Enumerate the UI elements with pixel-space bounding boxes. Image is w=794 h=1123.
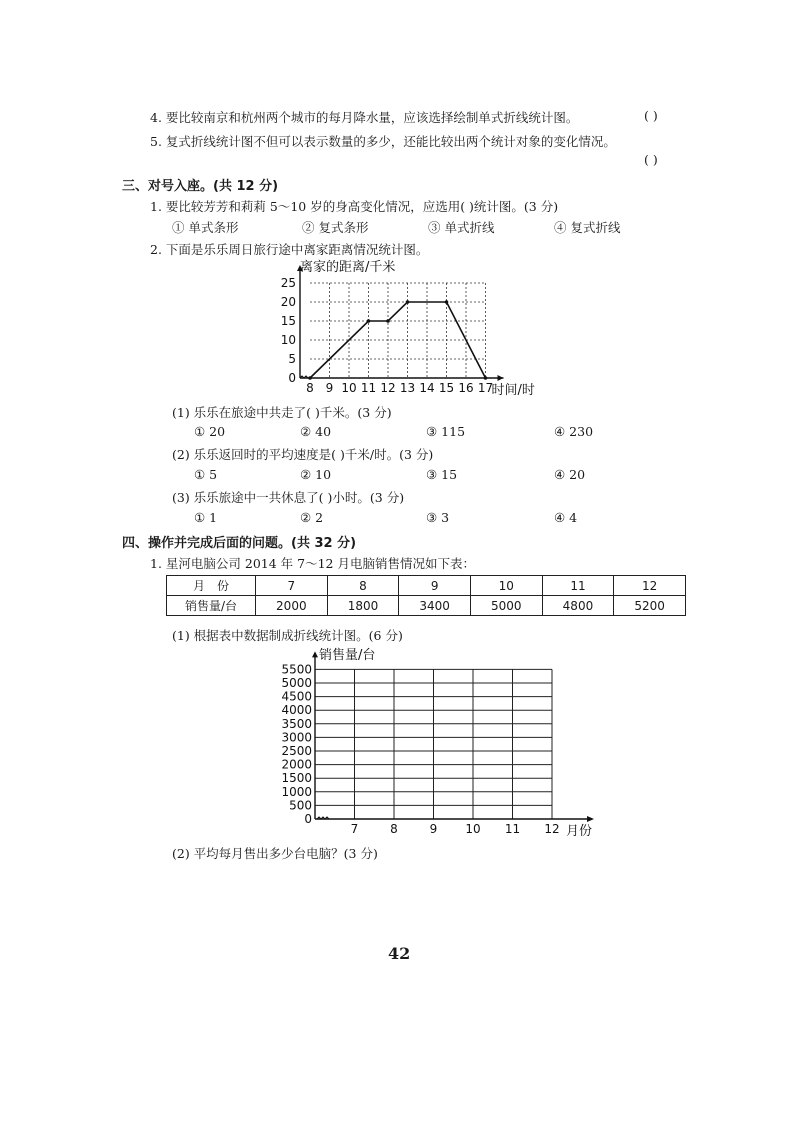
- data-point: [308, 376, 312, 380]
- x-tick-label: 16: [458, 381, 474, 395]
- option-3-2-3-a[interactable]: ① 1: [194, 510, 218, 525]
- section-3-title: 三、对号入座。(共 12 分): [122, 179, 279, 194]
- y-tick-label: 5500: [281, 662, 312, 677]
- question-3-2-2: (2) 乐乐返回时的平均速度是( )千米/时。(3 分): [172, 447, 434, 462]
- x-tick-label: 17: [477, 381, 494, 395]
- option-3-1-d[interactable]: ④ 复式折线: [554, 220, 621, 235]
- sales-cell: 3400: [399, 596, 471, 616]
- option-3-2-1-d[interactable]: ④ 230: [554, 424, 594, 439]
- table-row: [167, 576, 686, 596]
- option-3-1-c[interactable]: ③ 单式折线: [428, 220, 495, 235]
- option-3-1-b[interactable]: ② 复式条形: [302, 220, 369, 235]
- y-tick-label: 2000: [281, 757, 312, 772]
- x-axis-label: 月份: [566, 824, 593, 839]
- option-3-2-3-d[interactable]: ④ 4: [554, 510, 578, 525]
- option-3-1-a[interactable]: ① 单式条形: [172, 220, 239, 235]
- y-tick-label: 0: [304, 812, 312, 826]
- x-tick-label: 14: [419, 381, 435, 395]
- x-tick-label: 9: [325, 381, 334, 395]
- question-3-1: 1. 要比较芳芳和莉莉 5～10 岁的身高变化情况，应选用( )统计图。(3 分): [150, 199, 559, 214]
- x-tick-label: 12: [544, 822, 560, 836]
- data-point: [484, 376, 488, 380]
- x-tick-label: 13: [399, 381, 416, 395]
- x-tick-label: 8: [306, 381, 314, 395]
- y-tick-label: 4500: [281, 689, 312, 704]
- row-header-month: 月 份: [167, 576, 256, 596]
- y-tick-label: 25: [280, 276, 296, 290]
- option-3-2-1-a[interactable]: ① 20: [194, 424, 226, 439]
- month-cell: 10: [470, 576, 542, 596]
- distance-time-chart: [270, 255, 600, 400]
- y-tick-label: 1000: [281, 784, 312, 799]
- x-tick-label: 7: [350, 822, 359, 836]
- question-3-2-3: (3) 乐乐旅途中一共休息了( )小时。(3 分): [172, 490, 405, 505]
- option-3-2-2-a[interactable]: ① 5: [194, 467, 218, 482]
- sales-cell: 4800: [542, 596, 614, 616]
- option-3-2-3-c[interactable]: ③ 3: [426, 510, 450, 525]
- question-2-5: 5. 复式折线统计图不但可以表示数量的多少，还能比较出两个统计对象的变化情况。: [150, 134, 616, 149]
- y-axis-arrow: [312, 651, 318, 657]
- y-tick-label: 3500: [281, 716, 312, 731]
- sales-line-chart-grid[interactable]: [270, 642, 610, 842]
- row-header-sales: 销售量/台: [167, 596, 256, 616]
- option-3-2-2-b[interactable]: ② 10: [300, 467, 332, 482]
- sales-cell: 5000: [470, 596, 542, 616]
- data-point: [406, 300, 410, 304]
- question-3-2: 2. 下面是乐乐周日旅行途中离家距离情况统计图。: [150, 242, 429, 257]
- y-tick-label: 5000: [281, 676, 312, 690]
- section-4-title: 四、操作并完成后面的问题。(共 32 分): [122, 536, 357, 551]
- answer-paren-2-4[interactable]: ( ): [644, 108, 658, 123]
- answer-paren-2-5[interactable]: ( ): [644, 152, 658, 167]
- y-tick-label: 10: [280, 333, 296, 347]
- x-axis-arrow: [587, 816, 594, 822]
- x-tick-label: 8: [390, 822, 398, 836]
- y-axis-label: 离家的距离/千米: [300, 260, 396, 275]
- option-3-2-3-b[interactable]: ② 2: [300, 510, 324, 525]
- data-point: [367, 319, 371, 323]
- question-2-4: 4. 要比较南京和杭州两个城市的每月降水量，应该选择绘制单式折线统计图。: [150, 110, 579, 125]
- option-3-2-2-d[interactable]: ④ 20: [554, 467, 586, 482]
- month-cell: 8: [327, 576, 399, 596]
- question-3-2-1: (1) 乐乐在旅途中共走了( )千米。(3 分): [172, 405, 392, 420]
- sales-table: [166, 575, 686, 616]
- y-tick-label: 15: [280, 314, 296, 328]
- y-tick-label: 500: [289, 798, 312, 813]
- data-point: [386, 319, 390, 323]
- page-number: 42: [388, 944, 411, 963]
- question-4-1: 1. 星河电脑公司 2014 年 7～12 月电脑销售情况如下表：: [150, 556, 475, 571]
- sales-cell: 1800: [327, 596, 399, 616]
- y-tick-label: 5: [288, 352, 296, 366]
- x-tick-label: 15: [438, 381, 455, 395]
- month-cell: 7: [256, 576, 328, 596]
- month-cell: 9: [399, 576, 471, 596]
- month-cell: 11: [542, 576, 614, 596]
- option-3-2-2-c[interactable]: ③ 15: [426, 467, 458, 482]
- month-cell: 12: [614, 576, 686, 596]
- y-tick-label: 2500: [281, 744, 312, 758]
- y-tick-label: 0: [288, 371, 296, 385]
- y-tick-label: 20: [280, 295, 296, 309]
- x-axis-label: 时间/时: [491, 383, 535, 398]
- x-tick-label: 11: [360, 381, 377, 395]
- option-3-2-1-b[interactable]: ② 40: [300, 424, 332, 439]
- option-3-2-1-c[interactable]: ③ 115: [426, 424, 466, 439]
- y-tick-label: 4000: [281, 703, 312, 718]
- question-4-1-2: (2) 平均每月售出多少台电脑？(3 分): [172, 846, 378, 861]
- question-4-1-1: (1) 根据表中数据制成折线统计图。(6 分): [172, 628, 403, 643]
- x-tick-label: 9: [429, 822, 438, 836]
- x-tick-label: 11: [504, 822, 521, 836]
- sales-cell: 2000: [256, 596, 328, 616]
- sales-cell: 5200: [614, 596, 686, 616]
- x-tick-label: 10: [341, 381, 357, 395]
- x-tick-label: 12: [380, 381, 396, 395]
- y-axis-label: 销售量/台: [319, 648, 376, 663]
- y-tick-label: 1500: [281, 771, 312, 786]
- table-row: [167, 596, 686, 616]
- y-tick-label: 3000: [281, 730, 312, 745]
- x-axis-arrow: [498, 375, 504, 381]
- x-tick-label: 10: [465, 822, 481, 836]
- data-point: [445, 300, 449, 304]
